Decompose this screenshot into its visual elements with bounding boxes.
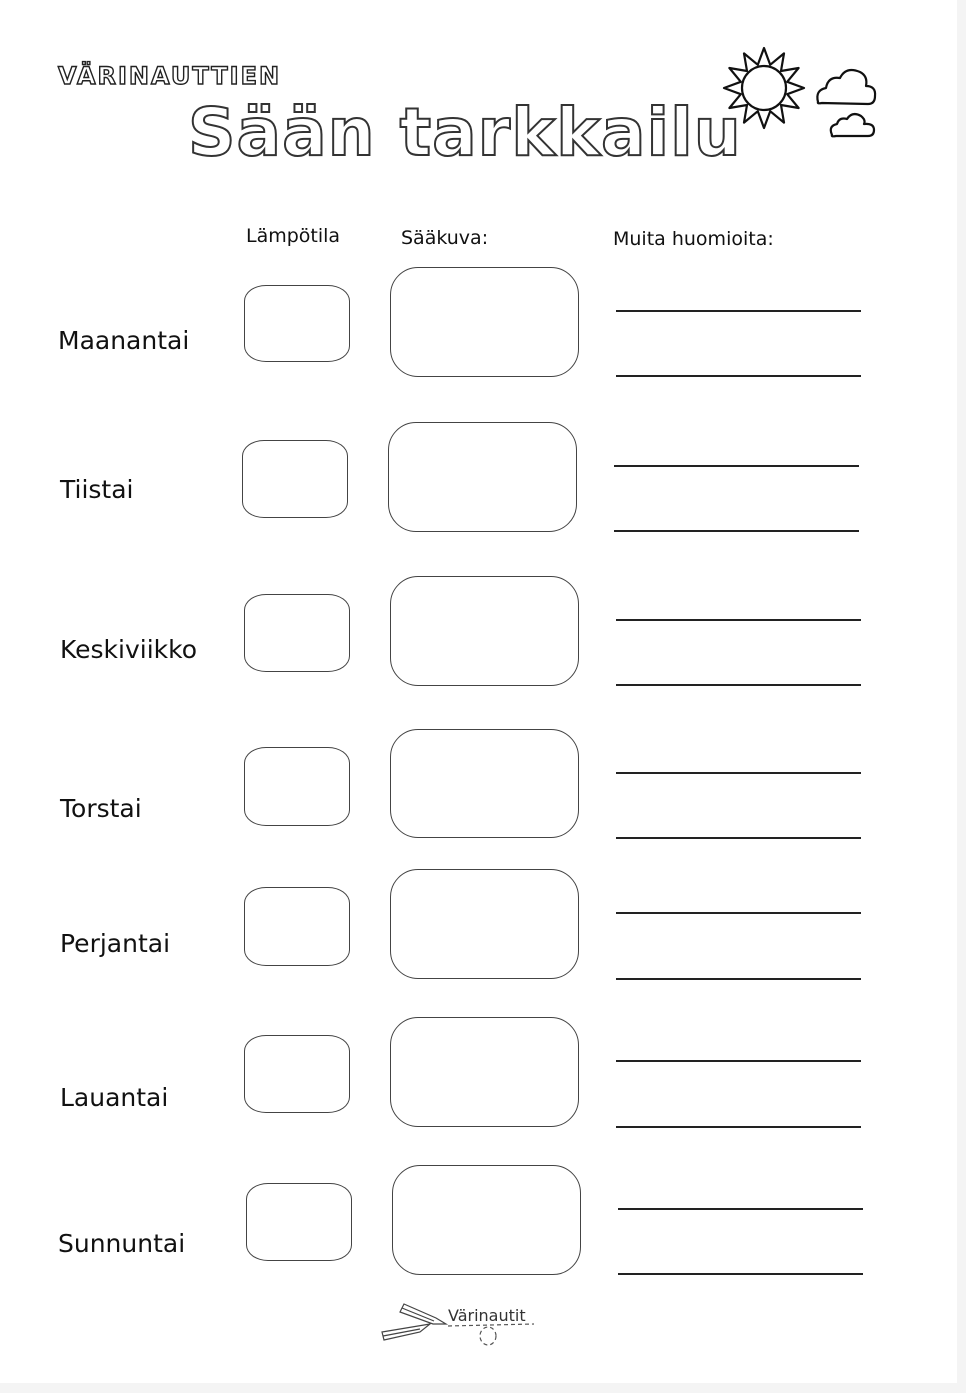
temperature-box[interactable] [244, 285, 350, 362]
weather-drawing-box[interactable] [390, 869, 579, 979]
weather-decoration [718, 44, 888, 144]
notes-line[interactable] [616, 772, 861, 774]
temperature-box[interactable] [246, 1183, 352, 1261]
temperature-box[interactable] [244, 594, 350, 672]
notes-line[interactable] [618, 1208, 863, 1210]
notes-line[interactable] [616, 684, 861, 686]
day-label: Keskiviikko [60, 635, 198, 664]
weather-drawing-box[interactable] [390, 576, 579, 686]
day-label: Torstai [60, 794, 142, 823]
column-header-temperature: Lämpötila [246, 225, 341, 247]
column-header-notes: Muita huomioita: [613, 228, 774, 250]
notes-line[interactable] [616, 837, 861, 839]
notes-line[interactable] [616, 375, 861, 377]
day-label: Perjantai [60, 929, 171, 958]
temperature-box[interactable] [244, 887, 350, 966]
temperature-box[interactable] [244, 1035, 350, 1113]
weather-drawing-box[interactable] [390, 267, 579, 377]
cloud-icon [817, 70, 875, 104]
notes-line[interactable] [616, 310, 861, 312]
day-label: Maanantai [58, 326, 190, 355]
temperature-box[interactable] [244, 747, 350, 826]
footer-logo-text: Värinautit [448, 1306, 526, 1325]
weather-drawing-box[interactable] [390, 1017, 579, 1127]
weather-drawing-box[interactable] [388, 422, 577, 532]
day-label: Lauantai [60, 1083, 169, 1112]
weather-drawing-box[interactable] [392, 1165, 581, 1275]
brand-heading: VÄRINAUTTIEN [58, 62, 282, 90]
notes-line[interactable] [616, 978, 861, 980]
notes-line[interactable] [614, 465, 859, 467]
notes-line[interactable] [616, 619, 861, 621]
notes-line[interactable] [614, 530, 859, 532]
notes-line[interactable] [616, 1060, 861, 1062]
column-header-weather: Sääkuva: [401, 227, 489, 249]
weather-drawing-box[interactable] [390, 729, 579, 838]
page-title: Sään tarkkailu [188, 94, 742, 171]
notes-line[interactable] [618, 1273, 863, 1275]
day-label: Sunnuntai [58, 1229, 186, 1258]
day-label: Tiistai [60, 475, 134, 504]
cloud-icon [831, 114, 874, 136]
temperature-box[interactable] [242, 440, 348, 518]
notes-line[interactable] [616, 1126, 861, 1128]
notes-line[interactable] [616, 912, 861, 914]
sun-icon [724, 48, 804, 128]
